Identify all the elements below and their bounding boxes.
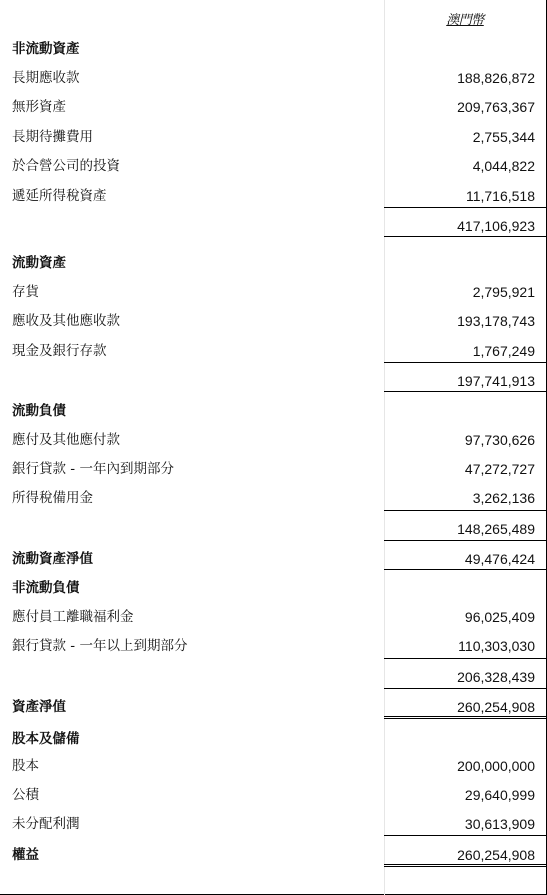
row-label: 應收及其他應收款 [12, 313, 120, 329]
total-rule [384, 569, 546, 570]
row-label: 資產淨值 [12, 699, 66, 715]
section-heading: 流動資產 [12, 255, 66, 271]
statement-row [0, 728, 546, 750]
subtotal-row [0, 666, 546, 688]
row-amount: 110,303,030 [458, 638, 535, 654]
row-amount: 148,265,489 [457, 521, 535, 537]
statement-row [0, 548, 546, 570]
statement-row [0, 458, 546, 480]
statement-row [0, 67, 546, 89]
total-rule [384, 835, 546, 836]
section-heading: 股本及儲備 [12, 731, 80, 747]
row-amount: 49,476,424 [464, 551, 535, 567]
statement-row [0, 252, 546, 274]
statement-row [0, 38, 546, 60]
row-label: 長期應收款 [12, 70, 80, 86]
row-label: 銀行貸款 - 一年以上到期部分 [12, 638, 188, 654]
row-amount: 260,254,908 [457, 699, 535, 715]
total-rule [384, 510, 546, 511]
row-amount: 2,795,921 [472, 284, 535, 300]
total-rule [384, 362, 546, 363]
statement-row [0, 844, 546, 866]
row-amount: 193,178,743 [457, 313, 535, 329]
row-label: 長期待攤費用 [12, 129, 93, 145]
row-label: 銀行貸款 - 一年內到期部分 [12, 461, 174, 477]
statement-row [0, 635, 546, 657]
total-rule [384, 236, 546, 237]
total-rule [384, 658, 546, 659]
row-label: 無形資產 [12, 99, 66, 115]
statement-row [0, 310, 546, 332]
statement-row [0, 755, 546, 777]
row-amount: 2,755,344 [472, 129, 535, 145]
double-total-rule [384, 864, 546, 867]
row-amount: 29,640,999 [464, 787, 535, 803]
row-amount: 96,025,409 [464, 609, 535, 625]
statement-row [0, 155, 546, 177]
row-amount: 417,106,923 [457, 218, 535, 234]
section-heading: 非流動負債 [12, 580, 80, 596]
row-label: 流動資產淨值 [12, 551, 93, 567]
statement-row [0, 487, 546, 509]
total-rule [384, 207, 546, 208]
statement-row [0, 281, 546, 303]
row-amount: 47,272,727 [464, 461, 535, 477]
row-amount: 97,730,626 [464, 432, 535, 448]
row-label: 存貨 [12, 284, 39, 300]
currency-header: 澳門幣 [446, 13, 484, 28]
total-rule [384, 540, 546, 541]
row-amount: 206,328,439 [457, 669, 535, 685]
statement-row [0, 696, 546, 718]
section-heading: 流動負債 [12, 403, 66, 419]
statement-row [0, 96, 546, 118]
row-label: 未分配利潤 [12, 816, 80, 832]
subtotal-row [0, 215, 546, 237]
statement-row [0, 784, 546, 806]
subtotal-row [0, 518, 546, 540]
statement-row [0, 606, 546, 628]
row-amount: 30,613,909 [464, 816, 535, 832]
row-label: 應付員工離職福利金 [12, 609, 134, 625]
row-label: 權益 [12, 847, 39, 863]
row-label: 股本 [12, 758, 39, 774]
row-amount: 11,716,518 [465, 188, 535, 204]
row-amount: 1,767,249 [472, 343, 535, 359]
statement-row [0, 340, 546, 362]
statement-row [0, 577, 546, 599]
statement-row [0, 429, 546, 451]
section-heading: 非流動資產 [12, 41, 80, 57]
row-amount: 200,000,000 [457, 758, 535, 774]
statement-row [0, 400, 546, 422]
row-amount: 4,044,822 [472, 158, 535, 174]
statement-row [0, 185, 546, 207]
row-label: 所得稅備用金 [12, 490, 93, 506]
total-rule [384, 391, 546, 392]
row-label: 現金及銀行存款 [12, 343, 107, 359]
row-amount: 3,262,136 [472, 490, 535, 506]
statement-row [0, 813, 546, 835]
subtotal-row [0, 370, 546, 392]
row-label: 公積 [12, 787, 39, 803]
row-amount: 260,254,908 [457, 847, 535, 863]
row-amount: 188,826,872 [457, 70, 535, 86]
row-amount: 197,741,913 [457, 373, 535, 389]
row-label: 遞延所得稅資產 [12, 188, 107, 204]
row-label: 於合營公司的投資 [12, 158, 120, 174]
total-rule [384, 688, 546, 689]
row-label: 應付及其他應付款 [12, 432, 120, 448]
row-amount: 209,763,367 [457, 99, 535, 115]
statement-row [0, 126, 546, 148]
double-total-rule [384, 716, 546, 719]
